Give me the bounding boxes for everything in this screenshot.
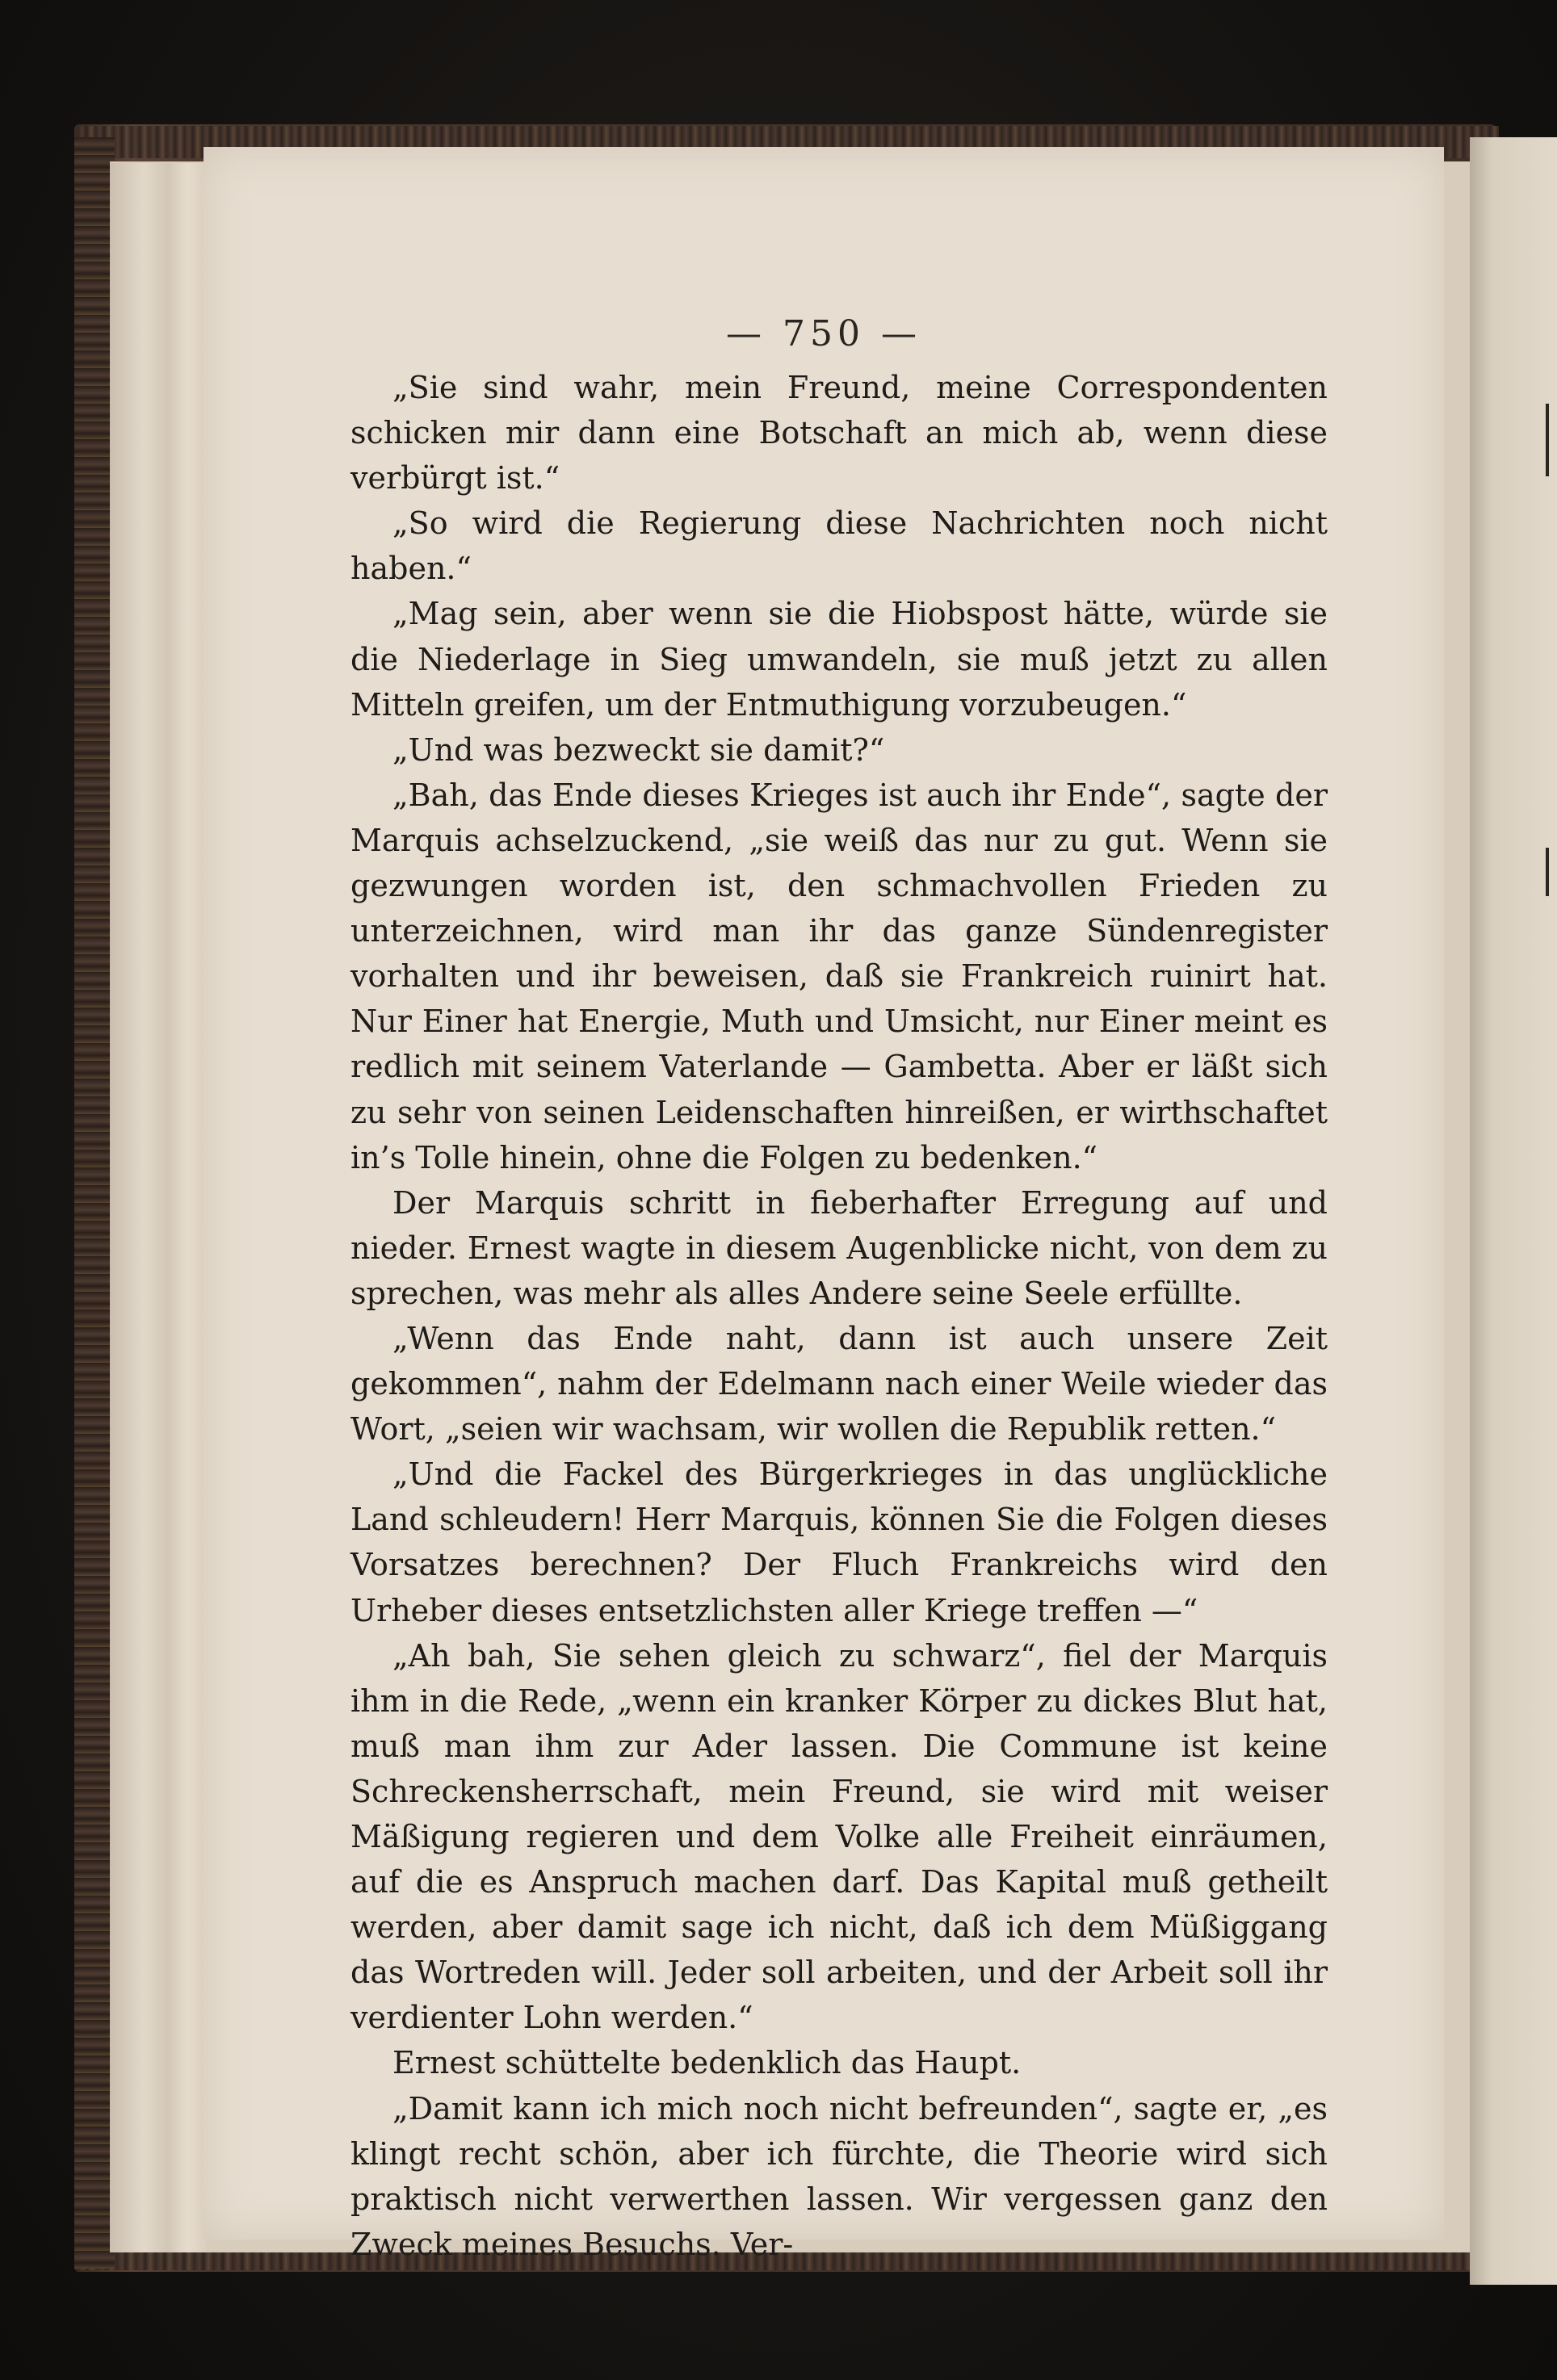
paragraph: „Mag sein, aber wenn sie die Hiobspost hätte, würde sie die Niederlage in Sieg umwandeln, sie muß jetzt zu allen Mitteln greifen, um der Entmuthigung vorzubeugen.“ [350, 596, 1328, 723]
paragraph: „So wird die Regierung diese Nachrichten noch nicht haben.“ [350, 505, 1328, 587]
paragraph: Der Marquis schritt in fieberhafter Erregung auf und nieder. Ernest wagte in diesem Augenblicke nicht, von dem zu sprechen, was mehr als alles Andere seine Seele erfüllte. [350, 1184, 1328, 1311]
paragraph: Ernest schüttelte bedenklich das Haupt. [392, 2045, 1022, 2081]
adjacent-page-mark [1546, 404, 1549, 476]
cover-left-edge [74, 137, 115, 2269]
paragraph: „Wenn das Ende naht, dann ist auch unsere Zeit gekommen“, nahm der Edelmann nach einer Weile wieder das Wort, „seien wir wachsam, wir wollen die Republik retten.“ [350, 1320, 1328, 1448]
page-edges [110, 163, 207, 2252]
paragraph: „Und die Fackel des Bürgerkrieges in das unglückliche Land schleudern! Herr Marquis, können Sie die Folgen dieses Vorsatzes berechnen? Der Fluch Frankreichs wird den Urheber dieses entsetzlichsten aller Kriege treffen —“ [350, 1456, 1328, 1628]
paragraph: „Damit kann ich mich noch nicht befreunden“, sagte er, „es klingt recht schön, aber ich fürchte, die Theorie wird sich praktisch nicht verwerthen lassen. Wir vergessen ganz den Zweck meines Besuchs. Ver- [350, 2090, 1328, 2262]
paragraph: „Bah, das Ende dieses Krieges ist auch ihr Ende“, sagte der Marquis achselzuckend, „sie weiß das nur zu gut. Wenn sie gezwungen worden ist, den schmachvollen Frieden zu unterzeichnen, wird man ihr das ganze Sündenregister vorhalten und ihr beweisen, daß sie Frankreich ruinirt hat. Nur Einer hat Energie, Muth und Umsicht, nur Einer meint es redlich mit seinem Vaterlande — Gambetta. Aber er läßt sich zu sehr von seinen Leidenschaften hinreißen, er wirthschaftet in’s Tolle hinein, ohne die Folgen zu bedenken.“ [350, 777, 1328, 1175]
page-number: — 750 — [726, 313, 921, 354]
adjacent-page-mark [1546, 848, 1549, 896]
paragraph: „Sie sind wahr, mein Freund, meine Correspondenten schicken mir dann eine Botschaft an mich ab, wenn diese verbürgt ist.“ [350, 370, 1328, 497]
page-text [350, 365, 1328, 2267]
paragraph: „Ah bah, Sie sehen gleich zu schwarz“, fiel der Marquis ihm in die Rede, „wenn ein kranker Körper zu dickes Blut hat, muß man ihm zur Ader lassen. Die Commune ist keine Schreckensherrschaft, mein Freund, sie wird mit weiser Mäßigung regieren und dem Volke alle Freiheit einräumen, auf die es Anspruch machen darf. Das Kapital muß getheilt werden, aber damit sage ich nicht, daß ich dem Müßiggang das Wortreden will. Jeder soll arbeiten, und der Arbeit soll ihr verdienter Lohn werden.“ [350, 1637, 1328, 2036]
paragraph: „Und was bezweckt sie damit?“ [392, 731, 885, 768]
adjacent-page [1470, 137, 1557, 2285]
